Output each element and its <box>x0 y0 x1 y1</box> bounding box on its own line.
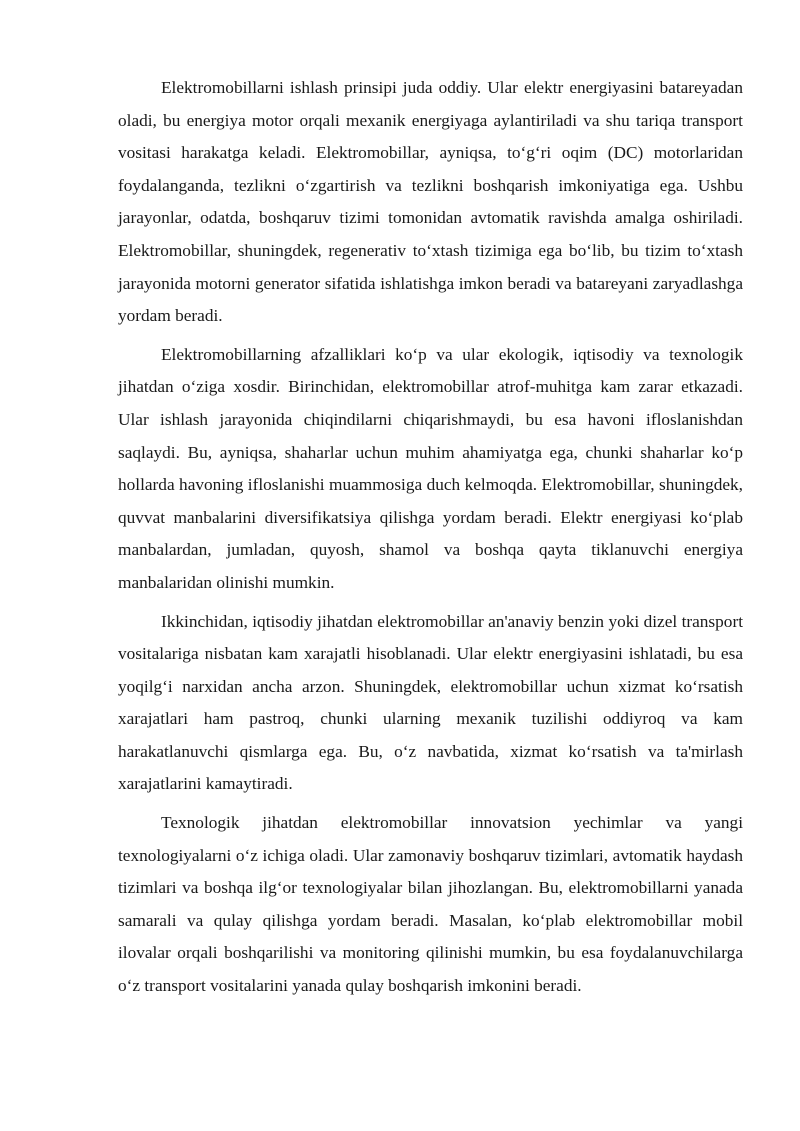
document-body <box>118 72 743 1009</box>
paragraph-advantages: Elektromobillarning afzalliklari ko‘p va ular ekologik, iqtisodiy va texnologik jihatdan o‘ziga xosdir. Birinchidan, elektromobillar atrof-muhitga kam zarar etkazadi. Ular ishlash jarayonida chiqindilarni chiqarishmaydi, bu esa havoni ifloslanishdan saqlaydi. Bu, ayniqsa, shaharlar uchun muhim ahamiyatga ega, chunki shaharlar ko‘p hollarda havoning ifloslanishi muammosiga duch kelmoqda. Elektromobillar, shuningdek, quvvat manbalarini diversifikatsiya qilishga yordam beradi. Elektr energiyasi ko‘plab manbalardan, jumladan, quyosh, shamol va boshqa qayta tiklanuvchi energiya manbalaridan olinishi mumkin. <box>118 344 743 592</box>
paragraph-technological: Texnologik jihatdan elektromobillar innovatsion yechimlar va yangi texnologiyalarni o‘z ichiga oladi. Ular zamonaviy boshqaruv tizimlari, avtomatik haydash tizimlari va boshqa ilg‘or texnologiyalar bilan jihozlangan. Bu, elektromobillarni yanada samarali va qulay qilishga yordam beradi. Masalan, ko‘plab elektromobillar mobil ilovalar orqali boshqarilishi va monitoring qilinishi mumkin, bu esa foydalanuvchilarga o‘z transport vositalarini yanada qulay boshqarish imkonini beradi. <box>118 813 743 996</box>
paragraph-operating-principle: Elektromobillarni ishlash prinsipi juda oddiy. Ular elektr energiyasini batareyadan oladi, bu energiya motor orqali mexanik energiyaga aylantiriladi va shu tariqa transport vositasi harakatga keladi. Elektromobillar, ayniqsa, to‘g‘ri oqim (DC) motorlaridan foydalanganda, tezlikni o‘zgartirish va tezlikni boshqarish imkoniyatiga ega. Ushbu jarayonlar, odatda, boshqaruv tizimi tomonidan avtomatik ravishda amalga oshiriladi. Elektromobillar, shuningdek, regenerativ to‘xtash tizimiga ega bo‘lib, bu tizim to‘xtash jarayonida motorni generator sifatida ishlatishga imkon beradi va batareyani zaryadlashga yordam beradi. <box>118 78 743 326</box>
paragraph-economic: Ikkinchidan, iqtisodiy jihatdan elektromobillar an'anaviy benzin yoki dizel transport vositalariga nisbatan kam xarajatli hisoblanadi. Ular elektr energiyasini ishlatadi, bu esa yoqilg‘i narxidan ancha arzon. Shuningdek, elektromobillar uchun xizmat ko‘rsatish xarajatlari ham pastroq, chunki ularning mexanik tuzilishi oddiyroq va kam harakatlanuvchi qismlarga ega. Bu, o‘z navbatida, xizmat ko‘rsatish va ta'mirlash xarajatlarini kamaytiradi. <box>118 611 743 794</box>
